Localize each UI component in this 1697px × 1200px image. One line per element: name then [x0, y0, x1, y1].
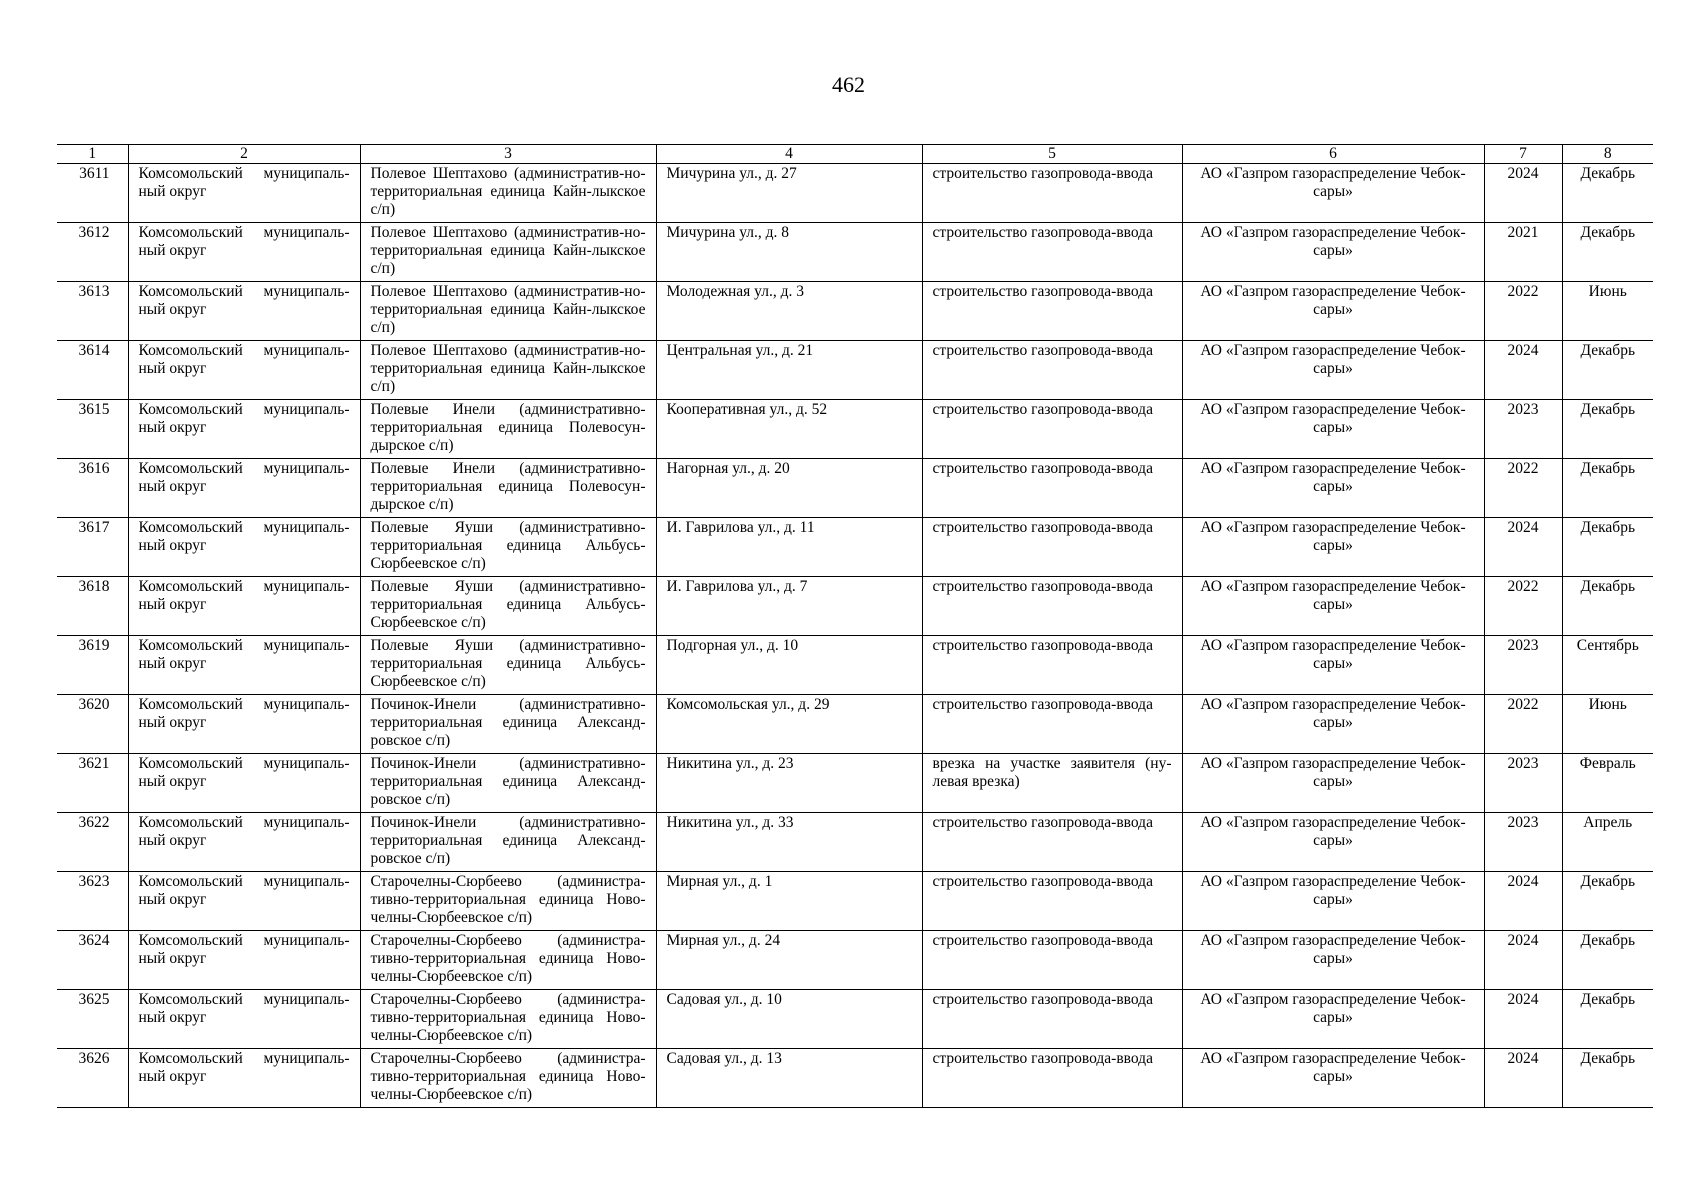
table-row — [57, 872, 1653, 931]
work-type-cell: строительство газопровода-ввода — [922, 813, 1182, 872]
address-cell: Мичурина ул., д. 8 — [656, 223, 922, 282]
settlement-cell: Полевые Инели (административно-территориальная единица Полевосун-дырское с/п) — [360, 459, 656, 518]
address-cell: Мирная ул., д. 1 — [656, 872, 922, 931]
settlement-cell: Полевое Шептахово (административ-но-территориальная единица Кайн-лыкское с/п) — [360, 341, 656, 400]
year-cell: 2024 — [1484, 872, 1562, 931]
district-cell: Комсомольский муниципаль-ный округ — [128, 459, 360, 518]
table-row — [57, 282, 1653, 341]
address-cell: Комсомольская ул., д. 29 — [656, 695, 922, 754]
settlement-cell: Починок-Инели (административно-территориальная единица Александ-ровское с/п) — [360, 695, 656, 754]
settlement-cell: Полевое Шептахово (административ-но-территориальная единица Кайн-лыкское с/п) — [360, 223, 656, 282]
column-header: 8 — [1562, 145, 1653, 164]
address-cell: Садовая ул., д. 13 — [656, 1049, 922, 1108]
organization-cell: АО «Газпром газораспределение Чебок-сары» — [1182, 990, 1484, 1049]
year-cell: 2024 — [1484, 341, 1562, 400]
organization-cell: АО «Газпром газораспределение Чебок-сары» — [1182, 872, 1484, 931]
address-cell: Молодежная ул., д. 3 — [656, 282, 922, 341]
table-row — [57, 459, 1653, 518]
month-cell: Декабрь — [1562, 1049, 1653, 1108]
month-cell: Декабрь — [1562, 931, 1653, 990]
organization-cell: АО «Газпром газораспределение Чебок-сары» — [1182, 577, 1484, 636]
column-number-row — [57, 145, 1653, 164]
table-row — [57, 164, 1653, 223]
table-row — [57, 813, 1653, 872]
year-cell: 2024 — [1484, 1049, 1562, 1108]
settlement-cell: Старочелны-Сюрбеево (администра-тивно-территориальная единица Ново-челны-Сюрбеевское с/п) — [360, 872, 656, 931]
work-type-cell: строительство газопровода-ввода — [922, 164, 1182, 223]
year-cell: 2023 — [1484, 400, 1562, 459]
organization-cell: АО «Газпром газораспределение Чебок-сары» — [1182, 518, 1484, 577]
gas-connection-table — [57, 144, 1653, 1108]
month-cell: Февраль — [1562, 754, 1653, 813]
month-cell: Декабрь — [1562, 518, 1653, 577]
settlement-cell: Полевое Шептахово (административ-но-территориальная единица Кайн-лыкское с/п) — [360, 282, 656, 341]
month-cell: Апрель — [1562, 813, 1653, 872]
row-number-cell: 3619 — [57, 636, 128, 695]
district-cell: Комсомольский муниципаль-ный округ — [128, 400, 360, 459]
year-cell: 2024 — [1484, 518, 1562, 577]
table-row — [57, 754, 1653, 813]
district-cell: Комсомольский муниципаль-ный округ — [128, 872, 360, 931]
month-cell: Декабрь — [1562, 164, 1653, 223]
month-cell: Декабрь — [1562, 223, 1653, 282]
row-number-cell: 3616 — [57, 459, 128, 518]
table-row — [57, 1049, 1653, 1108]
year-cell: 2022 — [1484, 459, 1562, 518]
district-cell: Комсомольский муниципаль-ный округ — [128, 636, 360, 695]
settlement-cell: Полевые Яуши (административно-территориальная единица Альбусь-Сюрбеевское с/п) — [360, 636, 656, 695]
work-type-cell: строительство газопровода-ввода — [922, 931, 1182, 990]
year-cell: 2024 — [1484, 164, 1562, 223]
address-cell: Никитина ул., д. 23 — [656, 754, 922, 813]
table-row — [57, 695, 1653, 754]
district-cell: Комсомольский муниципаль-ный округ — [128, 282, 360, 341]
year-cell: 2021 — [1484, 223, 1562, 282]
table-row — [57, 577, 1653, 636]
month-cell: Июнь — [1562, 282, 1653, 341]
row-number-cell: 3624 — [57, 931, 128, 990]
settlement-cell: Починок-Инели (административно-территориальная единица Александ-ровское с/п) — [360, 754, 656, 813]
month-cell: Декабрь — [1562, 400, 1653, 459]
district-cell: Комсомольский муниципаль-ный округ — [128, 164, 360, 223]
settlement-cell: Старочелны-Сюрбеево (администра-тивно-территориальная единица Ново-челны-Сюрбеевское с/п) — [360, 990, 656, 1049]
table-body — [57, 164, 1653, 1108]
table-row — [57, 223, 1653, 282]
settlement-cell: Полевые Инели (административно-территориальная единица Полевосун-дырское с/п) — [360, 400, 656, 459]
row-number-cell: 3626 — [57, 1049, 128, 1108]
table-row — [57, 990, 1653, 1049]
district-cell: Комсомольский муниципаль-ный округ — [128, 813, 360, 872]
month-cell: Сентябрь — [1562, 636, 1653, 695]
table-row — [57, 341, 1653, 400]
year-cell: 2022 — [1484, 695, 1562, 754]
work-type-cell: строительство газопровода-ввода — [922, 223, 1182, 282]
address-cell: Мичурина ул., д. 27 — [656, 164, 922, 223]
column-header: 7 — [1484, 145, 1562, 164]
month-cell: Декабрь — [1562, 577, 1653, 636]
row-number-cell: 3615 — [57, 400, 128, 459]
work-type-cell: строительство газопровода-ввода — [922, 459, 1182, 518]
row-number-cell: 3625 — [57, 990, 128, 1049]
work-type-cell: строительство газопровода-ввода — [922, 872, 1182, 931]
row-number-cell: 3613 — [57, 282, 128, 341]
address-cell: Мирная ул., д. 24 — [656, 931, 922, 990]
district-cell: Комсомольский муниципаль-ный округ — [128, 990, 360, 1049]
work-type-cell: строительство газопровода-ввода — [922, 1049, 1182, 1108]
address-cell: Садовая ул., д. 10 — [656, 990, 922, 1049]
year-cell: 2022 — [1484, 282, 1562, 341]
work-type-cell: строительство газопровода-ввода — [922, 518, 1182, 577]
month-cell: Декабрь — [1562, 872, 1653, 931]
column-header: 6 — [1182, 145, 1484, 164]
work-type-cell: строительство газопровода-ввода — [922, 636, 1182, 695]
year-cell: 2024 — [1484, 990, 1562, 1049]
page-number: 462 — [832, 72, 865, 97]
month-cell: Декабрь — [1562, 990, 1653, 1049]
organization-cell: АО «Газпром газораспределение Чебок-сары» — [1182, 813, 1484, 872]
work-type-cell: врезка на участке заявителя (ну-левая врезка) — [922, 754, 1182, 813]
district-cell: Комсомольский муниципаль-ный округ — [128, 577, 360, 636]
year-cell: 2023 — [1484, 754, 1562, 813]
row-number-cell: 3614 — [57, 341, 128, 400]
address-cell: И. Гаврилова ул., д. 7 — [656, 577, 922, 636]
organization-cell: АО «Газпром газораспределение Чебок-сары» — [1182, 164, 1484, 223]
table-row — [57, 518, 1653, 577]
table-row — [57, 400, 1653, 459]
address-cell: Нагорная ул., д. 20 — [656, 459, 922, 518]
row-number-cell: 3617 — [57, 518, 128, 577]
district-cell: Комсомольский муниципаль-ный округ — [128, 695, 360, 754]
column-header: 3 — [360, 145, 656, 164]
organization-cell: АО «Газпром газораспределение Чебок-сары» — [1182, 341, 1484, 400]
work-type-cell: строительство газопровода-ввода — [922, 990, 1182, 1049]
row-number-cell: 3611 — [57, 164, 128, 223]
row-number-cell: 3612 — [57, 223, 128, 282]
settlement-cell: Полевые Яуши (административно-территориальная единица Альбусь-Сюрбеевское с/п) — [360, 518, 656, 577]
district-cell: Комсомольский муниципаль-ный округ — [128, 754, 360, 813]
table-row — [57, 931, 1653, 990]
month-cell: Июнь — [1562, 695, 1653, 754]
organization-cell: АО «Газпром газораспределение Чебок-сары» — [1182, 754, 1484, 813]
year-cell: 2022 — [1484, 577, 1562, 636]
column-header: 1 — [57, 145, 128, 164]
address-cell: Кооперативная ул., д. 52 — [656, 400, 922, 459]
address-cell: Подгорная ул., д. 10 — [656, 636, 922, 695]
district-cell: Комсомольский муниципаль-ный округ — [128, 223, 360, 282]
settlement-cell: Полевое Шептахово (административ-но-территориальная единица Кайн-лыкское с/п) — [360, 164, 656, 223]
organization-cell: АО «Газпром газораспределение Чебок-сары» — [1182, 459, 1484, 518]
settlement-cell: Полевые Яуши (административно-территориальная единица Альбусь-Сюрбеевское с/п) — [360, 577, 656, 636]
work-type-cell: строительство газопровода-ввода — [922, 695, 1182, 754]
organization-cell: АО «Газпром газораспределение Чебок-сары» — [1182, 400, 1484, 459]
district-cell: Комсомольский муниципаль-ный округ — [128, 518, 360, 577]
column-header: 2 — [128, 145, 360, 164]
address-cell: Никитина ул., д. 33 — [656, 813, 922, 872]
address-cell: Центральная ул., д. 21 — [656, 341, 922, 400]
row-number-cell: 3621 — [57, 754, 128, 813]
work-type-cell: строительство газопровода-ввода — [922, 577, 1182, 636]
organization-cell: АО «Газпром газораспределение Чебок-сары» — [1182, 1049, 1484, 1108]
district-cell: Комсомольский муниципаль-ный округ — [128, 341, 360, 400]
month-cell: Декабрь — [1562, 341, 1653, 400]
settlement-cell: Починок-Инели (административно-территориальная единица Александ-ровское с/п) — [360, 813, 656, 872]
settlement-cell: Старочелны-Сюрбеево (администра-тивно-территориальная единица Ново-челны-Сюрбеевское с/п) — [360, 931, 656, 990]
row-number-cell: 3622 — [57, 813, 128, 872]
row-number-cell: 3623 — [57, 872, 128, 931]
organization-cell: АО «Газпром газораспределение Чебок-сары» — [1182, 223, 1484, 282]
column-header: 4 — [656, 145, 922, 164]
work-type-cell: строительство газопровода-ввода — [922, 400, 1182, 459]
row-number-cell: 3618 — [57, 577, 128, 636]
organization-cell: АО «Газпром газораспределение Чебок-сары» — [1182, 636, 1484, 695]
work-type-cell: строительство газопровода-ввода — [922, 341, 1182, 400]
organization-cell: АО «Газпром газораспределение Чебок-сары» — [1182, 931, 1484, 990]
month-cell: Декабрь — [1562, 459, 1653, 518]
row-number-cell: 3620 — [57, 695, 128, 754]
organization-cell: АО «Газпром газораспределение Чебок-сары» — [1182, 695, 1484, 754]
work-type-cell: строительство газопровода-ввода — [922, 282, 1182, 341]
district-cell: Комсомольский муниципаль-ный округ — [128, 931, 360, 990]
table-row — [57, 636, 1653, 695]
column-header: 5 — [922, 145, 1182, 164]
district-cell: Комсомольский муниципаль-ный округ — [128, 1049, 360, 1108]
year-cell: 2023 — [1484, 813, 1562, 872]
organization-cell: АО «Газпром газораспределение Чебок-сары» — [1182, 282, 1484, 341]
settlement-cell: Старочелны-Сюрбеево (администра-тивно-территориальная единица Ново-челны-Сюрбеевское с/п) — [360, 1049, 656, 1108]
address-cell: И. Гаврилова ул., д. 11 — [656, 518, 922, 577]
year-cell: 2024 — [1484, 931, 1562, 990]
year-cell: 2023 — [1484, 636, 1562, 695]
